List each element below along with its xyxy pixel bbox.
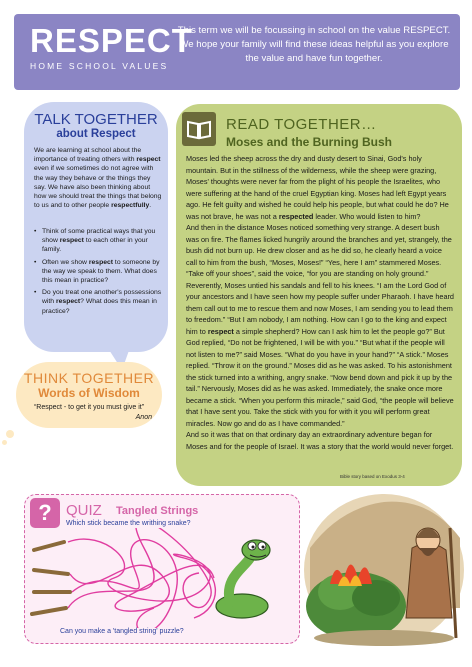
story-source: Bible story based on Exodus 3-4 (340, 474, 405, 479)
question-mark-icon: ? (30, 498, 60, 528)
bullet-item: • Do you treat one another's possessions with respect? What does this mean in practice? (34, 288, 162, 316)
story-paragraph: And so it was that on that ordinary day an extraordinary adventure began for Moses and for the people of Israel. It was a story that the world would never forget. (186, 430, 454, 451)
think-together-subtitle: Words of Wisdom (38, 386, 140, 400)
burning-bush-illustration (300, 488, 468, 648)
keyword: respect (136, 156, 161, 164)
logo-title: RESPECT (30, 22, 193, 59)
talk-together-subtitle: about Respect (56, 128, 136, 140)
body-text: . (149, 202, 152, 210)
talk-together-body (34, 146, 162, 210)
talk-together-bullets (34, 227, 162, 319)
book-icon (182, 112, 216, 146)
thought-dot (2, 440, 7, 445)
wisdom-quote: “Respect - to get it you must give it” (33, 404, 145, 411)
quiz-subtitle: Tangled Strings (116, 505, 199, 517)
tangled-strings-puzzle (24, 528, 298, 628)
thought-dot (6, 430, 14, 438)
story-title: Moses and the Burning Bush (226, 135, 393, 149)
quote-author: Anon (135, 414, 152, 421)
quiz-question: Which stick became the writhing snake? (66, 520, 191, 527)
stick-icon (32, 542, 70, 614)
quiz-footer: Can you make a 'tangled string' puzzle? (60, 628, 184, 635)
body-text: even if we sometimes do not agree with the way they behave or the things they say. We have also been thinking about how we should treat the things that belong to us and to other people (34, 165, 162, 210)
body-text: We are learning at school about the importance of treating others with (34, 147, 142, 164)
talk-together-title: TALK TOGETHER (34, 111, 158, 128)
story-text (186, 153, 454, 452)
logo-subtitle: HOME SCHOOL VALUES (30, 61, 169, 71)
bullet-item: • Often we show respect to someone by the way we speak to them. What does this mean in practice? (34, 258, 162, 286)
keyword: respectfully (111, 202, 150, 210)
bullet-item: • Think of some practical ways that you show respect to each other in your family. (34, 227, 162, 255)
snake-icon (216, 540, 270, 618)
read-together-title: READ TOGETHER… (226, 116, 377, 133)
story-paragraph: Moses led the sheep across the dry and dusty desert to Sinai, God's holy mountain. But in the stillness of the wilderness, while the sheep were grazing, Moses' thoughts were never far from the plight of his people the Israelites, who were suffering at the hand of the cruel Egyptian king. Moses had left Egypt years ago. He felt guilty and wished he could help his people, but what could he do? He was not brave, he was not a respected leader. Who would listen to him? (186, 154, 449, 221)
story-paragraph: And then in the distance Moses noticed something very strange. A desert bush was on fire. The flames licked hungrily around the branches and yet, strangely, the bush did not burn up. He drew closer and as he did so, he clearly heard a voice call to him from the bush, “Moses, Moses!” “Yes, here I am” stammered Moses. “Take off your shoes”, said the voice, “for you are standing on holy ground.” Reverently, Moses untied his sandals and fell to his knees. “I am the Lord God of your ancestors and I have seen how my people suffer under Pharaoh. I have heard them call out to me to rescue them and now Moses, I am sending you to lead them to freedom.” “But I am nobody, I am nothing. How can I go to the king and expect him to respect a simple shepherd? How can I ask him to let the people go?” But God replied, “Do not be frightened, I will be with you.” “But what if the people will not listen to me?” said Moses. “What do you have in your hand?” “A stick.” Moses replied. “Throw it on the ground.” Moses did as he was asked. To his astonishment the stick turned into a writhing, angry snake. “Now bend down and pick it up by the tail.” Nervously, Moses did as he was asked. Immediately, the snake once more became a stick. “When you perform this miracle,” said God, “the people will believe that I have sent you. Take the stick with you for with it you will perform great miracles. Now go and do as I have commanded.” (186, 223, 454, 428)
intro-text: This term we will be focussing in school on the value RESPECT. We hope your family will find these ideas helpful as you explore the value and have fun together. (177, 25, 451, 64)
think-together-title: THINK TOGETHER (23, 370, 155, 386)
quiz-title: QUIZ (66, 502, 102, 519)
